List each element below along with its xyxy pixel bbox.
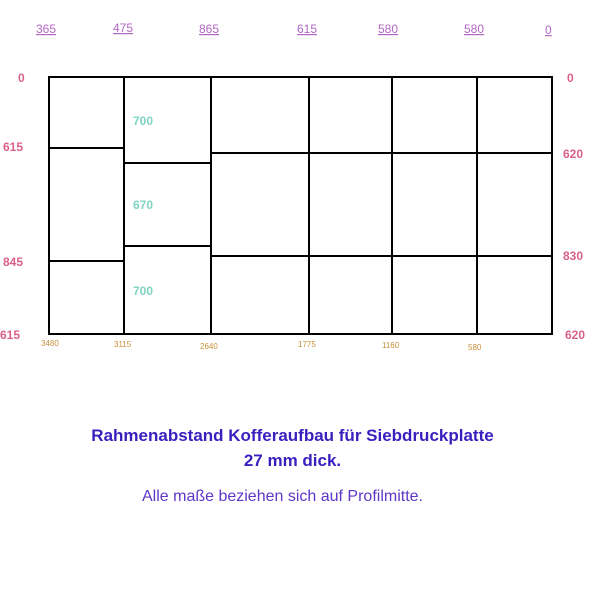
- panel-label-700-top: 700: [133, 114, 154, 128]
- right-label-830: 830: [563, 249, 584, 263]
- top-label-580-b: 580: [464, 22, 485, 36]
- right-label-620-bottom: 620: [565, 328, 586, 342]
- top-label-475: 475: [113, 21, 134, 35]
- bottom-label-2640: 2640: [200, 342, 218, 351]
- right-label-0: 0: [567, 71, 574, 85]
- top-label-615: 615: [297, 22, 318, 36]
- left-label-0: 0: [18, 71, 25, 85]
- left-label-845: 845: [3, 255, 24, 269]
- bottom-label-1160: 1160: [382, 341, 400, 350]
- bottom-label-3480: 3480: [41, 339, 59, 348]
- right-label-620: 620: [563, 147, 584, 161]
- top-label-365: 365: [36, 22, 57, 36]
- frame-grid: [49, 77, 552, 334]
- top-label-865: 865: [199, 22, 220, 36]
- panel-label-670: 670: [133, 198, 154, 212]
- bottom-label-1775: 1775: [298, 340, 316, 349]
- panel-label-700-bottom: 700: [133, 284, 154, 298]
- left-label-615-bottom: 615: [0, 328, 21, 342]
- left-label-615: 615: [3, 140, 24, 154]
- caption-title-line2: 27 mm dick.: [243, 451, 342, 470]
- top-label-580-a: 580: [378, 22, 399, 36]
- top-label-0: 0: [545, 23, 552, 37]
- bottom-label-3115: 3115: [114, 340, 132, 349]
- caption-note: Alle maße beziehen sich auf Profilmitte.: [141, 488, 423, 505]
- bottom-label-580: 580: [468, 343, 482, 352]
- caption-title-line1: Rahmenabstand Kofferaufbau für Siebdruckplatte: [91, 426, 494, 445]
